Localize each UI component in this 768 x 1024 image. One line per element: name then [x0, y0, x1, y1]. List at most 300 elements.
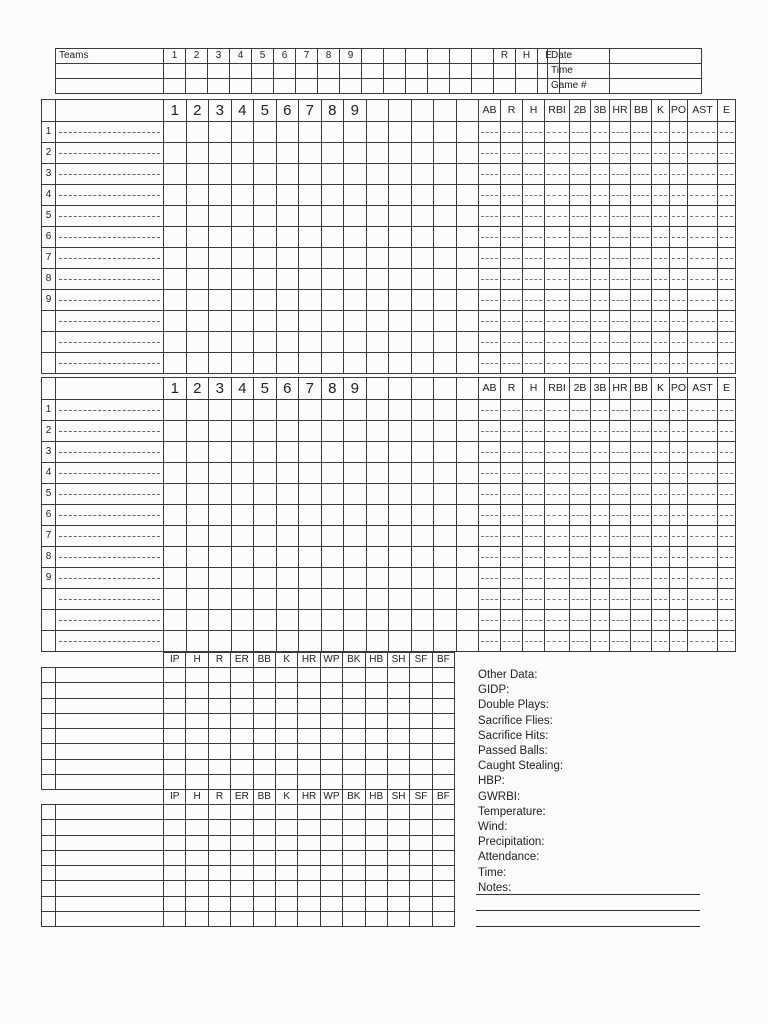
stat-cell[interactable] [523, 526, 545, 547]
stat-cell[interactable] [501, 505, 523, 526]
stat-cell[interactable] [545, 547, 570, 568]
at-bat-cell[interactable] [299, 505, 322, 526]
at-bat-cell[interactable] [209, 568, 232, 589]
stat-cell[interactable] [688, 610, 718, 631]
stat-cell[interactable] [688, 589, 718, 610]
pitching-stat-cell[interactable] [231, 835, 253, 850]
at-bat-cell[interactable] [276, 206, 299, 227]
pitching-stat-cell[interactable] [343, 775, 365, 790]
at-bat-cell[interactable] [366, 610, 389, 631]
pitching-stat-cell[interactable] [253, 881, 275, 896]
at-bat-cell[interactable] [186, 463, 209, 484]
at-bat-cell[interactable] [344, 227, 367, 248]
pitcher-name-cell[interactable] [56, 820, 164, 835]
at-bat-cell[interactable] [411, 248, 434, 269]
stat-cell[interactable] [523, 442, 545, 463]
stat-cell[interactable] [652, 610, 670, 631]
at-bat-cell[interactable] [164, 269, 187, 290]
stat-cell[interactable] [501, 248, 523, 269]
pitching-stat-cell[interactable] [186, 866, 208, 881]
pitching-stat-cell[interactable] [320, 668, 342, 683]
stat-cell[interactable] [479, 206, 501, 227]
pitching-stat-cell[interactable] [231, 713, 253, 728]
pitching-stat-cell[interactable] [320, 866, 342, 881]
stat-cell[interactable] [570, 248, 591, 269]
stat-cell[interactable] [523, 547, 545, 568]
stat-cell[interactable] [523, 164, 545, 185]
at-bat-cell[interactable] [209, 143, 232, 164]
at-bat-cell[interactable] [254, 442, 277, 463]
at-bat-cell[interactable] [186, 290, 209, 311]
at-bat-cell[interactable] [321, 332, 344, 353]
stat-cell[interactable] [610, 122, 631, 143]
player-name-cell[interactable] [56, 442, 164, 463]
extra-inning-cell[interactable] [406, 79, 428, 94]
pitching-stat-cell[interactable] [432, 775, 454, 790]
at-bat-cell[interactable] [456, 463, 479, 484]
at-bat-cell[interactable] [456, 568, 479, 589]
stat-cell[interactable] [688, 400, 718, 421]
pitching-stat-cell[interactable] [208, 881, 230, 896]
stat-cell[interactable] [652, 206, 670, 227]
stat-cell[interactable] [652, 269, 670, 290]
inning-score-cell[interactable] [208, 64, 230, 79]
extra-inning-cell[interactable] [450, 79, 472, 94]
stat-cell[interactable] [545, 610, 570, 631]
pitching-stat-cell[interactable] [432, 881, 454, 896]
at-bat-cell[interactable] [164, 631, 187, 652]
stat-cell[interactable] [610, 206, 631, 227]
pitching-stat-cell[interactable] [298, 820, 320, 835]
at-bat-cell[interactable] [164, 484, 187, 505]
stat-cell[interactable] [610, 526, 631, 547]
at-bat-cell[interactable] [231, 269, 254, 290]
stat-cell[interactable] [631, 248, 652, 269]
at-bat-cell[interactable] [456, 610, 479, 631]
extra-inning-cell[interactable] [406, 49, 428, 64]
pitcher-name-cell[interactable] [56, 729, 164, 744]
pitching-stat-cell[interactable] [253, 744, 275, 759]
stat-cell[interactable] [501, 143, 523, 164]
stat-cell[interactable] [501, 227, 523, 248]
stat-cell[interactable] [670, 143, 688, 164]
pitcher-name-cell[interactable] [56, 775, 164, 790]
at-bat-cell[interactable] [434, 269, 457, 290]
pitching-stat-cell[interactable] [208, 759, 230, 774]
at-bat-cell[interactable] [321, 631, 344, 652]
game-info-value[interactable] [610, 79, 702, 94]
stat-cell[interactable] [688, 421, 718, 442]
stat-cell[interactable] [591, 122, 610, 143]
pitcher-name-cell[interactable] [56, 759, 164, 774]
stat-cell[interactable] [610, 568, 631, 589]
pitching-stat-cell[interactable] [164, 866, 186, 881]
stat-cell[interactable] [670, 332, 688, 353]
at-bat-cell[interactable] [254, 206, 277, 227]
at-bat-cell[interactable] [389, 311, 412, 332]
at-bat-cell[interactable] [434, 484, 457, 505]
at-bat-cell[interactable] [321, 311, 344, 332]
pitching-stat-cell[interactable] [186, 850, 208, 865]
stat-cell[interactable] [631, 143, 652, 164]
stat-cell[interactable] [479, 589, 501, 610]
stat-cell[interactable] [652, 631, 670, 652]
pitching-stat-cell[interactable] [231, 866, 253, 881]
extra-inning-cell[interactable] [428, 49, 450, 64]
stat-cell[interactable] [570, 332, 591, 353]
stat-cell[interactable] [545, 505, 570, 526]
stat-cell[interactable] [670, 164, 688, 185]
pitching-stat-cell[interactable] [164, 820, 186, 835]
pitcher-marker-cell[interactable] [42, 729, 56, 744]
at-bat-cell[interactable] [389, 269, 412, 290]
pitcher-marker-cell[interactable] [42, 866, 56, 881]
stat-cell[interactable] [523, 463, 545, 484]
extra-inning-cell[interactable] [384, 64, 406, 79]
stat-cell[interactable] [670, 505, 688, 526]
pitching-stat-cell[interactable] [275, 775, 297, 790]
stat-cell[interactable] [631, 463, 652, 484]
pitching-stat-cell[interactable] [275, 820, 297, 835]
stat-cell[interactable] [688, 143, 718, 164]
extra-inning-cell[interactable] [384, 49, 406, 64]
at-bat-cell[interactable] [344, 589, 367, 610]
stat-cell[interactable] [570, 122, 591, 143]
pitching-stat-cell[interactable] [410, 820, 432, 835]
stat-cell[interactable] [631, 332, 652, 353]
stat-cell[interactable] [523, 122, 545, 143]
stat-cell[interactable] [479, 421, 501, 442]
stat-cell[interactable] [545, 526, 570, 547]
stat-cell[interactable] [718, 290, 736, 311]
at-bat-cell[interactable] [366, 589, 389, 610]
at-bat-cell[interactable] [186, 206, 209, 227]
pitching-stat-cell[interactable] [275, 835, 297, 850]
inning-score-cell[interactable] [164, 64, 186, 79]
at-bat-cell[interactable] [434, 463, 457, 484]
at-bat-cell[interactable] [434, 505, 457, 526]
at-bat-cell[interactable] [366, 269, 389, 290]
pitching-stat-cell[interactable] [231, 912, 253, 927]
at-bat-cell[interactable] [231, 589, 254, 610]
at-bat-cell[interactable] [411, 290, 434, 311]
stat-cell[interactable] [652, 290, 670, 311]
at-bat-cell[interactable] [209, 463, 232, 484]
at-bat-cell[interactable] [411, 463, 434, 484]
team-name-cell[interactable] [56, 100, 164, 122]
at-bat-cell[interactable] [231, 290, 254, 311]
at-bat-cell[interactable] [389, 547, 412, 568]
stat-cell[interactable] [523, 421, 545, 442]
at-bat-cell[interactable] [209, 589, 232, 610]
at-bat-cell[interactable] [366, 484, 389, 505]
stat-cell[interactable] [479, 164, 501, 185]
at-bat-cell[interactable] [299, 164, 322, 185]
at-bat-cell[interactable] [209, 631, 232, 652]
at-bat-cell[interactable] [276, 143, 299, 164]
at-bat-cell[interactable] [344, 505, 367, 526]
at-bat-cell[interactable] [186, 248, 209, 269]
stat-cell[interactable] [610, 484, 631, 505]
stat-cell[interactable] [631, 568, 652, 589]
at-bat-cell[interactable] [164, 568, 187, 589]
at-bat-cell[interactable] [299, 143, 322, 164]
at-bat-cell[interactable] [434, 442, 457, 463]
at-bat-cell[interactable] [411, 526, 434, 547]
stat-cell[interactable] [479, 290, 501, 311]
at-bat-cell[interactable] [231, 631, 254, 652]
player-name-cell[interactable] [56, 421, 164, 442]
pitching-stat-cell[interactable] [410, 866, 432, 881]
pitching-stat-cell[interactable] [164, 744, 186, 759]
extra-inning-cell[interactable] [362, 64, 384, 79]
stat-cell[interactable] [718, 143, 736, 164]
pitcher-name-cell[interactable] [56, 866, 164, 881]
stat-cell[interactable] [718, 484, 736, 505]
at-bat-cell[interactable] [231, 143, 254, 164]
at-bat-cell[interactable] [344, 290, 367, 311]
stat-cell[interactable] [631, 610, 652, 631]
at-bat-cell[interactable] [366, 400, 389, 421]
at-bat-cell[interactable] [389, 248, 412, 269]
pitching-stat-cell[interactable] [387, 759, 409, 774]
at-bat-cell[interactable] [366, 442, 389, 463]
stat-cell[interactable] [631, 631, 652, 652]
stat-cell[interactable] [591, 631, 610, 652]
pitching-stat-cell[interactable] [365, 775, 387, 790]
stat-cell[interactable] [688, 463, 718, 484]
pitching-stat-cell[interactable] [164, 805, 186, 820]
player-name-cell[interactable] [56, 589, 164, 610]
total-cell[interactable] [516, 79, 538, 94]
pitching-stat-cell[interactable] [365, 668, 387, 683]
pitching-stat-cell[interactable] [320, 713, 342, 728]
pitching-stat-cell[interactable] [253, 805, 275, 820]
at-bat-cell[interactable] [186, 311, 209, 332]
other-data-field[interactable]: Sacrifice Flies: [478, 714, 553, 727]
pitching-stat-cell[interactable] [298, 805, 320, 820]
pitching-stat-cell[interactable] [432, 668, 454, 683]
pitching-stat-cell[interactable] [343, 805, 365, 820]
at-bat-cell[interactable] [276, 526, 299, 547]
at-bat-cell[interactable] [389, 526, 412, 547]
stat-cell[interactable] [688, 206, 718, 227]
stat-cell[interactable] [523, 353, 545, 374]
stat-cell[interactable] [631, 122, 652, 143]
at-bat-cell[interactable] [254, 122, 277, 143]
pitching-stat-cell[interactable] [387, 668, 409, 683]
pitching-stat-cell[interactable] [343, 896, 365, 911]
total-cell[interactable] [516, 64, 538, 79]
pitching-stat-cell[interactable] [410, 683, 432, 698]
pitching-stat-cell[interactable] [186, 713, 208, 728]
pitching-stat-cell[interactable] [343, 850, 365, 865]
at-bat-cell[interactable] [164, 122, 187, 143]
stat-cell[interactable] [545, 164, 570, 185]
at-bat-cell[interactable] [434, 568, 457, 589]
stat-cell[interactable] [631, 400, 652, 421]
player-name-cell[interactable] [56, 353, 164, 374]
at-bat-cell[interactable] [366, 122, 389, 143]
at-bat-cell[interactable] [231, 568, 254, 589]
pitching-stat-cell[interactable] [320, 850, 342, 865]
at-bat-cell[interactable] [254, 526, 277, 547]
pitcher-name-cell[interactable] [56, 912, 164, 927]
pitching-stat-cell[interactable] [365, 729, 387, 744]
at-bat-cell[interactable] [366, 164, 389, 185]
pitching-stat-cell[interactable] [186, 775, 208, 790]
pitching-stat-cell[interactable] [231, 759, 253, 774]
team-name-cell[interactable] [56, 64, 164, 79]
stat-cell[interactable] [479, 547, 501, 568]
stat-cell[interactable] [631, 526, 652, 547]
at-bat-cell[interactable] [209, 227, 232, 248]
stat-cell[interactable] [610, 442, 631, 463]
at-bat-cell[interactable] [411, 568, 434, 589]
stat-cell[interactable] [670, 484, 688, 505]
pitching-stat-cell[interactable] [208, 744, 230, 759]
pitching-stat-cell[interactable] [343, 683, 365, 698]
stat-cell[interactable] [501, 164, 523, 185]
pitching-stat-cell[interactable] [186, 896, 208, 911]
pitching-stat-cell[interactable] [186, 744, 208, 759]
stat-cell[interactable] [652, 589, 670, 610]
pitching-stat-cell[interactable] [343, 759, 365, 774]
inning-score-cell[interactable] [164, 79, 186, 94]
at-bat-cell[interactable] [231, 164, 254, 185]
at-bat-cell[interactable] [231, 311, 254, 332]
at-bat-cell[interactable] [299, 332, 322, 353]
stat-cell[interactable] [501, 421, 523, 442]
at-bat-cell[interactable] [456, 185, 479, 206]
stat-cell[interactable] [591, 442, 610, 463]
at-bat-cell[interactable] [276, 311, 299, 332]
pitcher-name-cell[interactable] [56, 835, 164, 850]
at-bat-cell[interactable] [231, 206, 254, 227]
at-bat-cell[interactable] [434, 185, 457, 206]
pitching-stat-cell[interactable] [186, 835, 208, 850]
at-bat-cell[interactable] [299, 589, 322, 610]
other-data-field[interactable]: Temperature: [478, 805, 546, 818]
at-bat-cell[interactable] [254, 484, 277, 505]
other-data-field[interactable]: Caught Stealing: [478, 760, 564, 773]
at-bat-cell[interactable] [276, 631, 299, 652]
at-bat-cell[interactable] [299, 421, 322, 442]
inning-score-cell[interactable] [318, 64, 340, 79]
player-name-cell[interactable] [56, 610, 164, 631]
stat-cell[interactable] [545, 206, 570, 227]
inning-score-cell[interactable] [340, 64, 362, 79]
at-bat-cell[interactable] [164, 206, 187, 227]
pitching-stat-cell[interactable] [387, 775, 409, 790]
stat-cell[interactable] [591, 610, 610, 631]
stat-cell[interactable] [545, 143, 570, 164]
notes-line[interactable] [476, 926, 700, 927]
at-bat-cell[interactable] [276, 248, 299, 269]
stat-cell[interactable] [545, 631, 570, 652]
pitching-stat-cell[interactable] [387, 866, 409, 881]
at-bat-cell[interactable] [164, 353, 187, 374]
stat-cell[interactable] [718, 311, 736, 332]
player-name-cell[interactable] [56, 185, 164, 206]
at-bat-cell[interactable] [456, 269, 479, 290]
stat-cell[interactable] [570, 400, 591, 421]
stat-cell[interactable] [591, 568, 610, 589]
at-bat-cell[interactable] [231, 332, 254, 353]
at-bat-cell[interactable] [344, 484, 367, 505]
at-bat-cell[interactable] [434, 122, 457, 143]
stat-cell[interactable] [718, 442, 736, 463]
at-bat-cell[interactable] [299, 547, 322, 568]
stat-cell[interactable] [570, 505, 591, 526]
pitching-stat-cell[interactable] [298, 744, 320, 759]
pitching-stat-cell[interactable] [275, 850, 297, 865]
player-name-cell[interactable] [56, 400, 164, 421]
inning-score-cell[interactable] [230, 79, 252, 94]
pitching-stat-cell[interactable] [410, 805, 432, 820]
stat-cell[interactable] [718, 122, 736, 143]
stat-cell[interactable] [523, 206, 545, 227]
stat-cell[interactable] [670, 311, 688, 332]
other-data-field[interactable]: Sacrifice Hits: [478, 729, 549, 742]
at-bat-cell[interactable] [344, 400, 367, 421]
at-bat-cell[interactable] [299, 631, 322, 652]
stat-cell[interactable] [670, 547, 688, 568]
extra-inning-cell[interactable] [472, 49, 494, 64]
at-bat-cell[interactable] [366, 143, 389, 164]
at-bat-cell[interactable] [276, 332, 299, 353]
at-bat-cell[interactable] [186, 421, 209, 442]
at-bat-cell[interactable] [299, 610, 322, 631]
at-bat-cell[interactable] [209, 400, 232, 421]
pitching-stat-cell[interactable] [343, 713, 365, 728]
pitching-stat-cell[interactable] [275, 668, 297, 683]
other-data-field[interactable]: HBP: [478, 775, 505, 788]
pitching-stat-cell[interactable] [253, 912, 275, 927]
pitching-stat-cell[interactable] [186, 668, 208, 683]
at-bat-cell[interactable] [276, 610, 299, 631]
stat-cell[interactable] [545, 589, 570, 610]
pitching-stat-cell[interactable] [208, 683, 230, 698]
at-bat-cell[interactable] [389, 185, 412, 206]
at-bat-cell[interactable] [186, 122, 209, 143]
pitching-stat-cell[interactable] [387, 744, 409, 759]
pitching-stat-cell[interactable] [186, 729, 208, 744]
at-bat-cell[interactable] [164, 547, 187, 568]
stat-cell[interactable] [570, 290, 591, 311]
pitcher-marker-cell[interactable] [42, 805, 56, 820]
stat-cell[interactable] [670, 185, 688, 206]
stat-cell[interactable] [688, 631, 718, 652]
at-bat-cell[interactable] [209, 526, 232, 547]
stat-cell[interactable] [688, 122, 718, 143]
at-bat-cell[interactable] [186, 589, 209, 610]
pitching-stat-cell[interactable] [298, 759, 320, 774]
pitching-stat-cell[interactable] [275, 881, 297, 896]
at-bat-cell[interactable] [186, 269, 209, 290]
stat-cell[interactable] [610, 631, 631, 652]
other-data-field[interactable]: GIDP: [478, 684, 510, 697]
pitching-stat-cell[interactable] [320, 835, 342, 850]
at-bat-cell[interactable] [389, 227, 412, 248]
at-bat-cell[interactable] [344, 442, 367, 463]
inning-score-cell[interactable] [318, 79, 340, 94]
pitching-stat-cell[interactable] [410, 912, 432, 927]
pitching-stat-cell[interactable] [164, 850, 186, 865]
stat-cell[interactable] [610, 227, 631, 248]
stat-cell[interactable] [652, 164, 670, 185]
stat-cell[interactable] [718, 463, 736, 484]
